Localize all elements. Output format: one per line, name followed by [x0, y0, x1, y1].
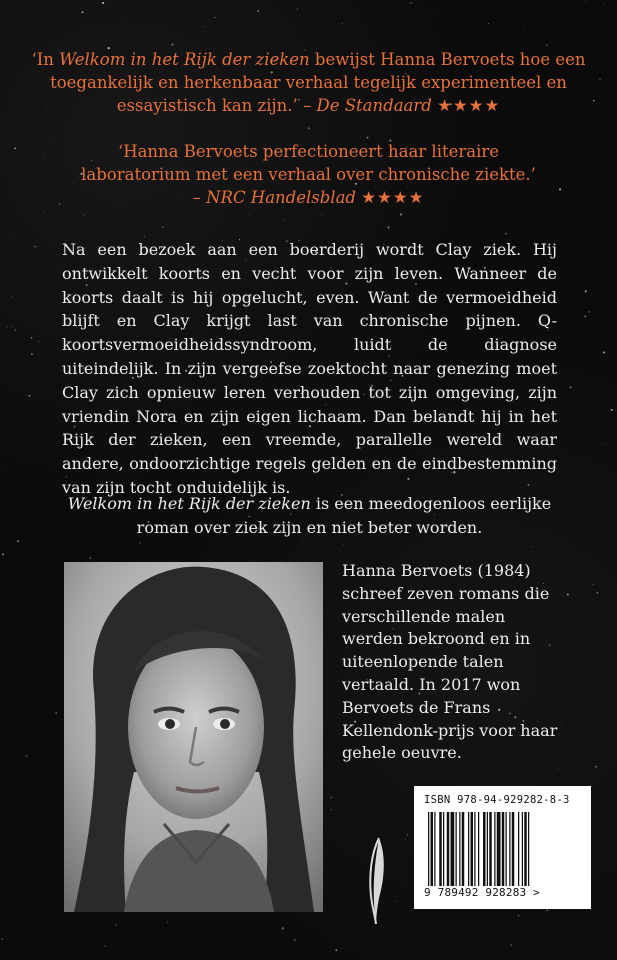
star-dot: [367, 137, 369, 139]
barcode-bar: [518, 812, 519, 886]
star-dot: [412, 2, 413, 3]
ean-number: 9 789492 928283 >: [424, 886, 540, 899]
barcode-label: [414, 786, 591, 909]
quote-line-1: ‘Hanna Bervoets perfectioneert haar literaire: [117, 142, 500, 161]
star-dot: [589, 311, 590, 312]
star-dot: [600, 274, 601, 275]
star-dot: [0, 467, 1, 468]
star-dot: [144, 236, 145, 237]
barcode-bar: [471, 812, 474, 886]
barcode-bar: [509, 812, 510, 886]
star-dot: [214, 17, 215, 18]
quote-prefix: ‘In: [31, 50, 60, 69]
star-dot: [28, 395, 30, 397]
star-dot: [397, 901, 398, 902]
star-dot: [547, 909, 548, 910]
star-dot: [11, 297, 13, 299]
barcode-bar: [489, 812, 492, 886]
barcode-bar: [428, 812, 429, 886]
synopsis-paragraph: Na een bezoek aan een boerderij wordt Clay ziek. Hij ontwikkelt koorts en vecht voor zijn leven. Wanneer de koorts daalt is hij opgelucht, even. Want de vermoeidheid blijft en Clay krijgt last van chronische pijnen. Q-koortsvermoeidheidssyndroom, luidt de diagnose uiteindelijk. In zijn vergeefse zoektocht naar genezing moet Clay zich opnieuw leren verhouden tot zijn omgeving, zijn vriendin Nora en zijn eigen lichaam. Dan belandt hij in het Rijk der zieken, een vreemde, parallelle wereld waar andere, ondoorzichtige regels gelden en de eindbestemming van zijn tocht onduidelijk is.: [62, 240, 557, 497]
star-dot: [407, 834, 408, 835]
star-dot: [592, 494, 593, 495]
barcode-bar: [528, 812, 529, 886]
star-dot: [559, 768, 560, 769]
review-quote-de-standaard: [30, 48, 587, 117]
author-bio: Hanna Bervoets (1984) schreef zeven romans die verschillende malen werden bekroond en in uiteenlopende talen vertaald. In 2017 won Bervoets de Frans Kellendonk-prijs voor haar gehele oeuvre.: [342, 561, 558, 763]
star-dot: [518, 915, 519, 916]
star-dot: [104, 946, 105, 947]
author-photo: [64, 562, 323, 912]
quote-source: NRC Handelsblad: [206, 188, 356, 207]
star-dot: [597, 592, 598, 593]
star-dot: [104, 36, 105, 37]
star-dot: [586, 726, 587, 727]
star-dot: [599, 79, 601, 81]
barcode-bar: [497, 812, 501, 886]
quote-line-2: laboratorium met een verhaal over chronische ziekte.’: [81, 165, 536, 184]
barcode-bar: [431, 812, 434, 886]
star-dot: [342, 23, 343, 24]
star-dot: [90, 557, 92, 559]
star-dot: [39, 341, 40, 342]
barcode-bar: [512, 812, 515, 886]
star-dot: [14, 329, 16, 331]
author-portrait-illustration: [64, 562, 323, 912]
barcode-bar: [439, 812, 442, 886]
star-dot: [400, 213, 402, 215]
barcode-bar: [451, 812, 455, 886]
star-dot: [488, 23, 489, 24]
star-dot: [282, 927, 284, 929]
barcode-bar: [478, 812, 479, 886]
star-dot: [167, 921, 168, 922]
star-dot: [595, 766, 597, 768]
star-dot: [505, 233, 507, 235]
star-dot: [164, 918, 165, 919]
star-dot: [181, 958, 182, 959]
star-dot: [25, 755, 27, 757]
star-dot: [602, 944, 603, 945]
star-dot: [597, 857, 598, 858]
barcode-bar: [522, 812, 523, 886]
star-dot: [204, 26, 205, 27]
quote-source: De Standaard: [316, 96, 432, 115]
star-dot: [567, 593, 569, 595]
barcode-bar: [456, 812, 457, 886]
star-dot: [325, 905, 326, 906]
star-dot: [531, 546, 532, 547]
barcode-bar: [494, 812, 495, 886]
star-dot: [382, 136, 383, 137]
star-dot: [410, 2, 411, 3]
star-dot: [543, 124, 544, 125]
star-dot: [297, 9, 298, 10]
star-dot: [2, 553, 4, 555]
star-dot: [343, 544, 344, 545]
star-dot: [116, 924, 117, 925]
star-dot: [593, 100, 594, 101]
star-dot: [321, 214, 322, 215]
star-dot: [601, 170, 602, 171]
star-dot: [55, 712, 57, 714]
quote-body: bewijst Hanna Bervoets hoe een toegankelijk en herkenbaar verhaal tegelijk experimenteel en essayistisch kan zijn.’ –: [50, 50, 586, 115]
star-dot: [611, 409, 613, 411]
star-dot: [524, 30, 525, 31]
barcode-bar: [506, 812, 507, 886]
star-rating: ★★★★: [361, 188, 425, 207]
star-dot: [6, 326, 8, 328]
star-dot: [139, 542, 141, 544]
star-dot: [604, 5, 605, 6]
star-dot: [510, 944, 512, 946]
barcode-bar: [487, 812, 488, 886]
star-dot: [31, 354, 32, 355]
barcode-bar: [443, 812, 444, 886]
star-dot: [12, 326, 13, 327]
barcode-bar: [483, 812, 486, 886]
star-dot: [14, 147, 16, 149]
star-dot: [570, 386, 572, 388]
star-dot: [585, 290, 587, 292]
star-dot: [584, 315, 586, 317]
star-dot: [34, 246, 36, 248]
star-dot: [162, 226, 164, 228]
barcode-bar: [447, 812, 450, 886]
star-dot: [405, 839, 406, 840]
star-dot: [47, 845, 48, 846]
star-dot: [8, 235, 9, 236]
star-dot: [257, 10, 259, 12]
star-dot: [82, 11, 84, 13]
star-dot: [551, 545, 552, 546]
barcode-bar: [459, 812, 460, 886]
publisher-quill-logo-icon: [363, 836, 389, 926]
tagline-text: is een meedogenloos eerlijke roman over ziek zijn en niet beter worden.: [136, 494, 552, 537]
star-dot: [335, 949, 337, 951]
tagline: [62, 492, 557, 540]
star-dot: [17, 540, 19, 542]
star-dot: [102, 2, 104, 4]
star-dot: [593, 584, 594, 585]
star-dot: [586, 1, 587, 2]
barcode-bar: [474, 812, 475, 886]
star-dot: [546, 44, 548, 46]
star-dot: [434, 14, 435, 15]
star-dot: [249, 214, 250, 215]
star-dot: [487, 131, 488, 132]
star-dot: [1, 938, 3, 940]
star-dot: [43, 212, 44, 213]
star-dot: [330, 796, 332, 798]
review-quote-nrc: [30, 140, 587, 209]
star-dot: [388, 227, 390, 229]
star-dot: [403, 7, 404, 8]
barcode-bar: [468, 812, 469, 886]
quote-book-title: Welkom in het Rijk der zieken: [59, 50, 310, 69]
star-dot: [605, 443, 606, 444]
star-dot: [50, 138, 51, 139]
star-dot: [172, 44, 174, 46]
barcode-bar: [434, 812, 435, 886]
star-dot: [180, 118, 181, 119]
quote-dash: –: [192, 188, 207, 207]
isbn-number: ISBN 978-94-929282-8-3: [424, 794, 570, 806]
barcode-bar: [502, 812, 505, 886]
barcode-bar: [524, 812, 527, 886]
tagline-book-title: Welkom in het Rijk der zieken: [67, 494, 311, 513]
star-dot: [308, 127, 310, 129]
star-dot: [331, 809, 332, 810]
star-dot: [83, 214, 84, 215]
star-dot: [603, 352, 605, 354]
star-dot: [294, 939, 296, 941]
barcode-bars: [428, 812, 578, 886]
star-dot: [283, 220, 284, 221]
barcode-bar: [462, 812, 465, 886]
star-dot: [31, 337, 32, 338]
star-rating: ★★★★: [437, 96, 501, 115]
